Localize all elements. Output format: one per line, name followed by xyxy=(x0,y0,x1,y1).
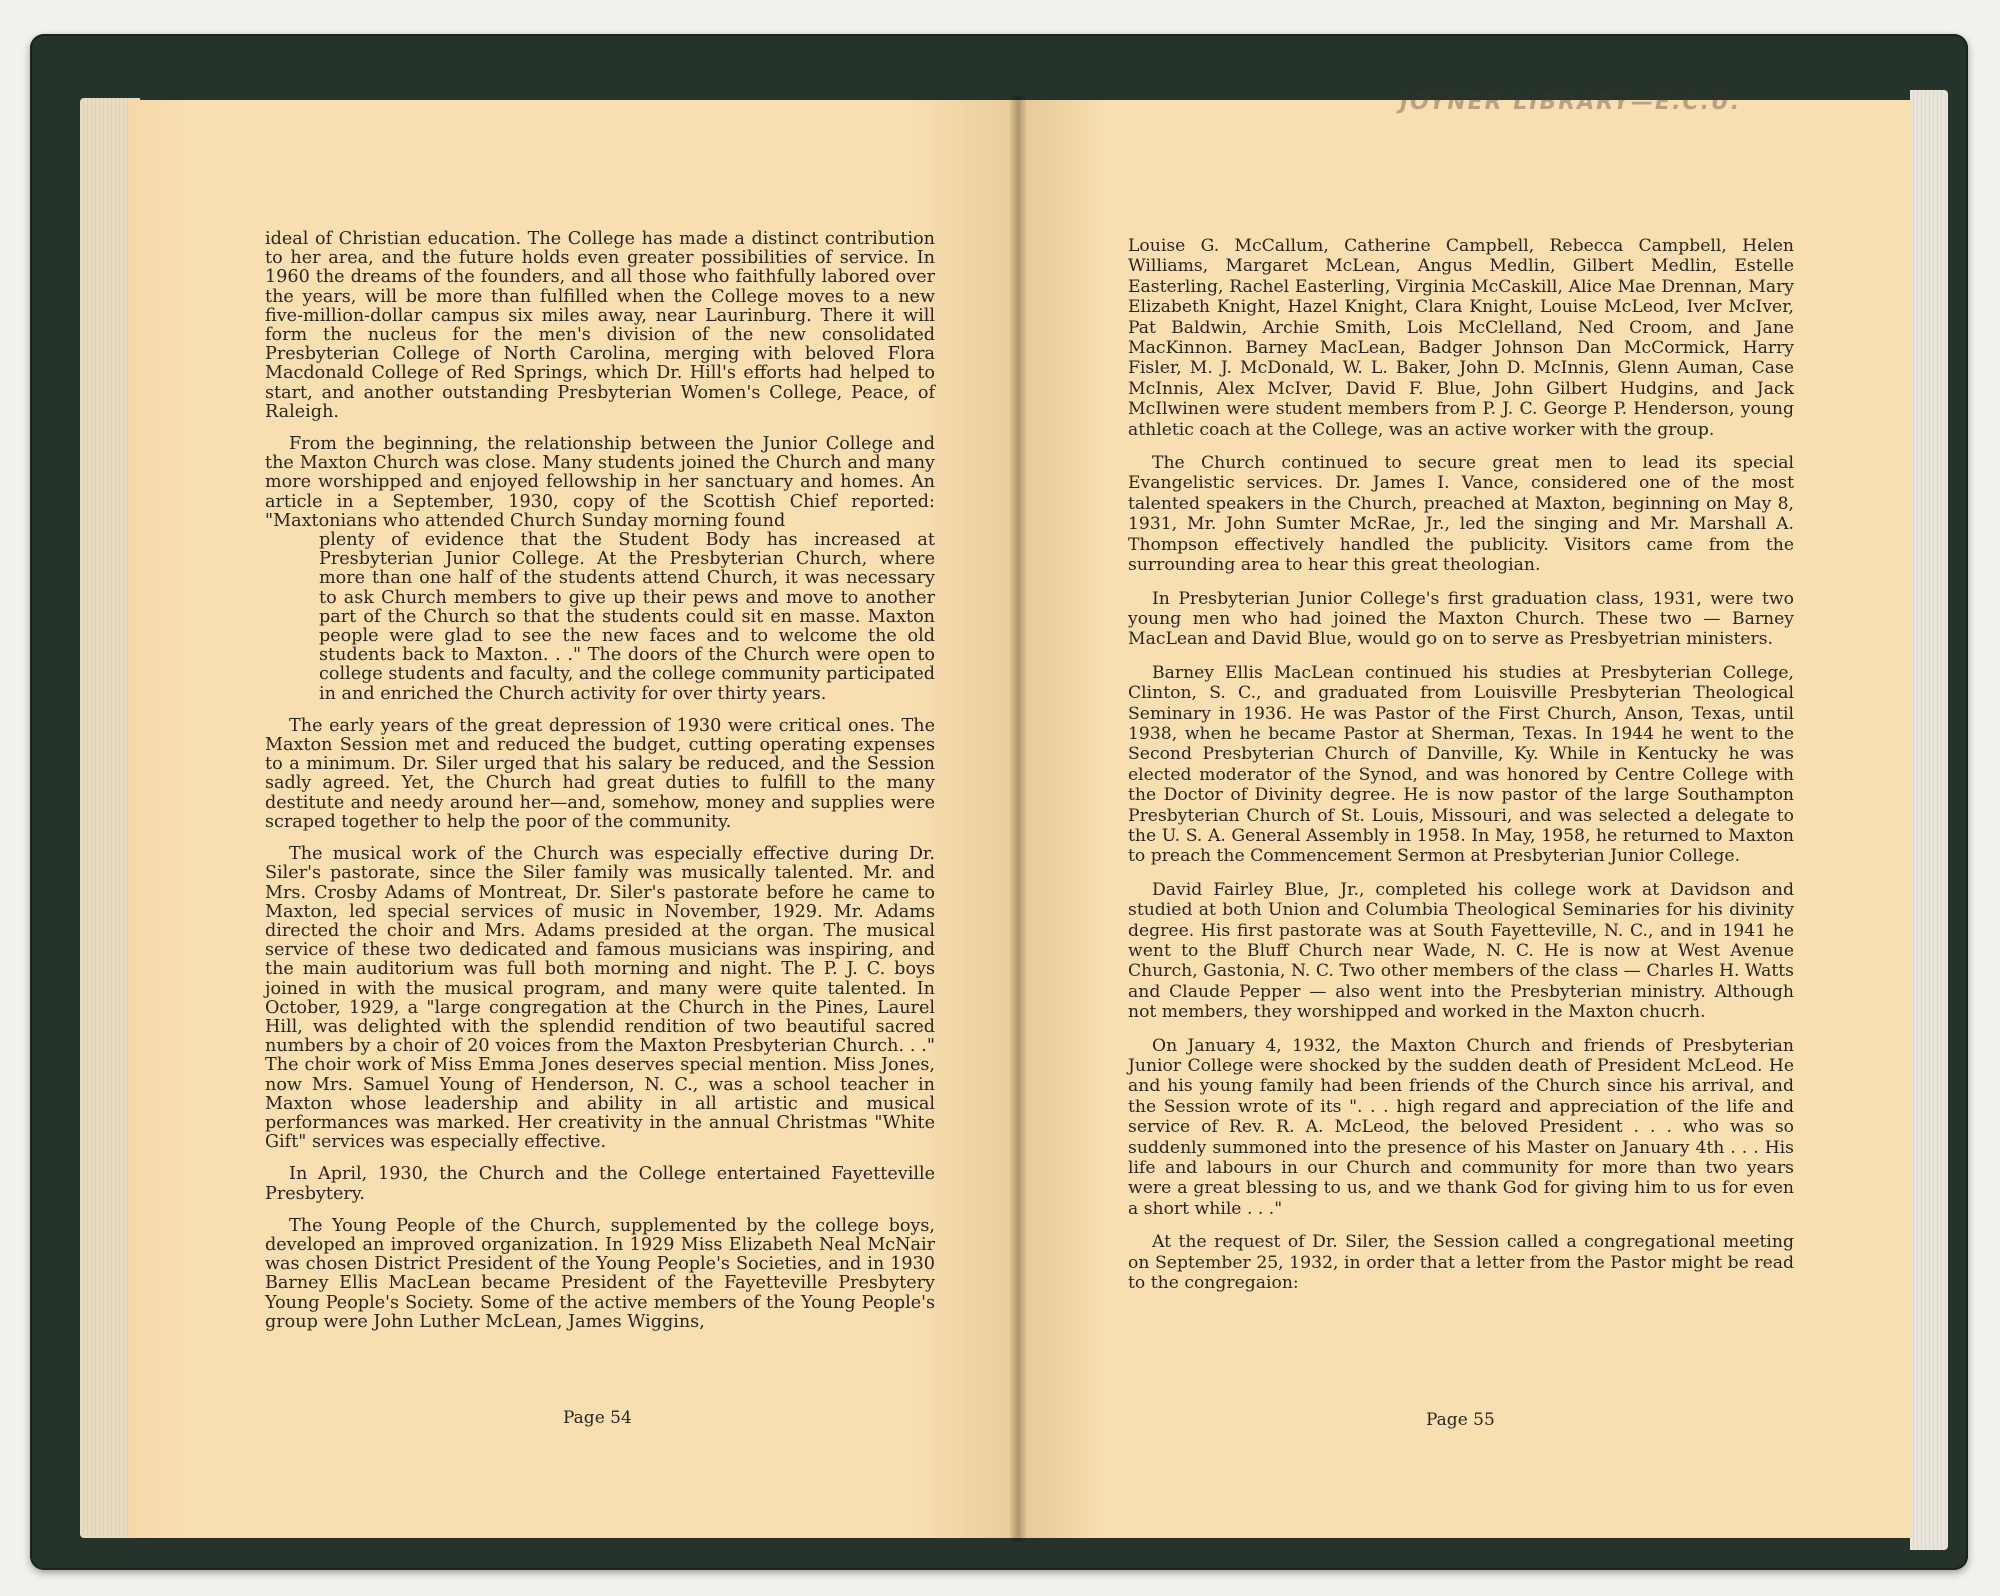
page-edges-right xyxy=(1910,90,1948,1550)
paragraph: On January 4, 1932, the Maxton Church and friends of Presbyterian Junior College were shocked by the sudden death of President McLeod. He and his young family had been friends of the Church since his arrival, and the Session wrote of its ". . . high regard and appreciation of the life and service of Rev. R. A. McLeod, the beloved President . . . who was so suddenly summoned into the presence of his Master on January 4th . . . His life and labours in our Church and community for more than two years were a great blessing to us, and we thank God for giving him to us for even a short while . . ." xyxy=(1128,1035,1794,1219)
paragraph: The musical work of the Church was especially effective during Dr. Siler's pastorate, since the Siler family was musically talented. Mr. and Mrs. Crosby Adams of Montreat, Dr. Siler's pastorate before he came to Maxton, led special services of music in November, 1929. Mr. Adams directed the choir and Mrs. Adams presided at the organ. The musical service of these two dedicated and famous musicians was inspiring, and the main auditorium was full both morning and night. The P. J. C. boys joined in with the musical program, and many were quite talented. In October, 1929, a "large congregation at the Church in the Pines, Laurel Hill, was delighted with the splendid rendition of two beautiful sacred numbers by a choir of 20 voices from the Maxton Presbyterian Church. . ." The choir work of Miss Emma Jones deserves special mention. Miss Jones, now Mrs. Samuel Young of Henderson, N. C., was a school teacher in Maxton whose leadership and ability in all artistic and musical performances was marked. Her creativity in the annual Christmas "White Gift" services was especially effective. xyxy=(265,844,935,1153)
paragraph: The early years of the great depression of 1930 were critical ones. The Maxton Session met and reduced the budget, cutting operating expenses to a minimum. Dr. Siler urged that his salary be reduced, and the Session sadly agreed. Yet, the Church had great duties to fulfill to the many destitute and needy around her—and, somehow, money and supplies were scraped together to help the poor of the community. xyxy=(265,715,935,832)
paragraph: ideal of Christian education. The College has made a distinct contribution to her area, and the future holds even greater possibilities of service. In 1960 the dreams of the founders, and all those who faithfully labored over the years, will be more than fulfilled when the College moves to a new five-million-dollar campus six miles away, near Laurinburg. There it will form the nucleus for the men's division of the new consolidated Presbyterian College of North Carolina, merging with beloved Flora Macdonald College of Red Springs, which Dr. Hill's efforts had helped to start, and another outstanding Presbyterian Women's College, Peace, of Raleigh. xyxy=(265,229,935,422)
paragraph: Louise G. McCallum, Catherine Campbell, Rebecca Campbell, Helen Williams, Margaret McLean, Angus Medlin, Gilbert Medlin, Estelle Easterling, Rachel Easterling, Virginia McCaskill, Alice Mae Drennan, Mary Elizabeth Knight, Hazel Knight, Clara Knight, Louise McLeod, Iver McIver, Pat Baldwin, Archie Smith, Lois McClelland, Ned Croom, and Jane MacKinnon. Barney MacLean, Badger Johnson Dan McCormick, Harry Fisler, M. J. McDonald, W. L. Baker, John D. McInnis, Glenn Auman, Case McInnis, Alex McIver, David F. Blue, John Gilbert Hudgins, and Jack McIlwinen were student members from P. J. C. George P. Henderson, young athletic coach at the College, was an active worker with the group. xyxy=(1128,236,1794,440)
paragraph: In Presbyterian Junior College's first graduation class, 1931, were two young men who had joined the Maxton Church. These two — Barney MacLean and David Blue, would go on to serve as Presbyetrian ministers. xyxy=(1128,588,1794,650)
paragraph: At the request of Dr. Siler, the Session called a congregational meeting on September 25, 1932, in order that a letter from the Pastor might be read to the congregaion: xyxy=(1128,1232,1794,1294)
page-number-right: Page 55 xyxy=(1426,1410,1495,1430)
paragraph: In April, 1930, the Church and the College entertained Fayetteville Presbytery. xyxy=(265,1164,935,1204)
paragraph: Barney Ellis MacLean continued his studies at Presbyterian College, Clinton, S. C., and graduated from Louisville Presbyterian Theological Seminary in 1936. He was Pastor of the First Church, Anson, Texas, until 1938, when he became Pastor at Sherman, Texas. In 1944 he went to the Second Presbyterian Church of Danville, Ky. While in Kentucky he was elected moderator of the Synod, and was honored by Centre College with the Doctor of Divinity degree. He is now pastor of the large Southampton Presbyterian Church of St. Louis, Missouri, and was selected a delegate to the U. S. A. General Assembly in 1958. In May, 1958, he returned to Maxton to preach the Commencement Sermon at Presbyterian Junior College. xyxy=(1128,662,1794,867)
paragraph: David Fairley Blue, Jr., completed his college work at Davidson and studied at both Union and Columbia Theological Seminaries for his divinity degree. His first pastorate was at South Fayetteville, N. C., and in 1941 he went to the Bluff Church near Wade, N. C. He is now at West Avenue Church, Gastonia, N. C. Two other members of the class — Charles H. Watts and Claude Pepper — also went into the Presbyterian ministry. Although not members, they worshipped and worked in the Maxton chucrh. xyxy=(1128,879,1794,1023)
paragraph: The Church continued to secure great men to lead its special Evangelistic services. Dr. James I. Vance, considered one of the most talented speakers in the Church, preached at Maxton, beginning on May 8, 1931, Mr. John Sumter McRae, Jr., led the singing and Mr. Marshall A. Thompson effectively handled the publicity. Visitors came from the surrounding area to hear this great theologian. xyxy=(1128,453,1794,576)
paragraph: The Young People of the Church, supplemented by the college boys, developed an improved organization. In 1929 Miss Elizabeth Neal McNair was chosen District President of the Young People's Societies, and in 1930 Barney Ellis MacLean became President of the Fayetteville Presbytery Young People's Society. Some of the active members of the Young People's group were John Luther McLean, James Wiggins, xyxy=(265,1215,935,1332)
paragraph: From the beginning, the relationship between the Junior College and the Maxton Church was close. Many students joined the Church and many more worshipped and enjoyed fellowship in her sanctuary and homes. An article in a September, 1930, copy of the Scottish Chief reported: "Maxtonians who attended Church Sunday morning found xyxy=(265,434,935,531)
page-number-left: Page 54 xyxy=(563,1408,632,1428)
block-quote: plenty of evidence that the Student Body has increased at Presbyterian Junior College. At the Presbyterian Church, where more than one half of the students attend Church, it was necessary to ask Church members to give up their pews and move to another part of the Church so that the students could sit en masse. Maxton people were glad to see the new faces and to welcome the old students back to Maxton. . ." The doors of the Church were open to college students and faculty, and the college community participated in and enriched the Church activity for over thirty years. xyxy=(319,530,935,704)
library-stamp: JOYNER LIBRARY—E.C.U. xyxy=(1400,90,1742,115)
right-page-text xyxy=(1128,236,1794,1307)
book-gutter xyxy=(1010,96,1026,1542)
left-page-text xyxy=(265,230,935,1345)
